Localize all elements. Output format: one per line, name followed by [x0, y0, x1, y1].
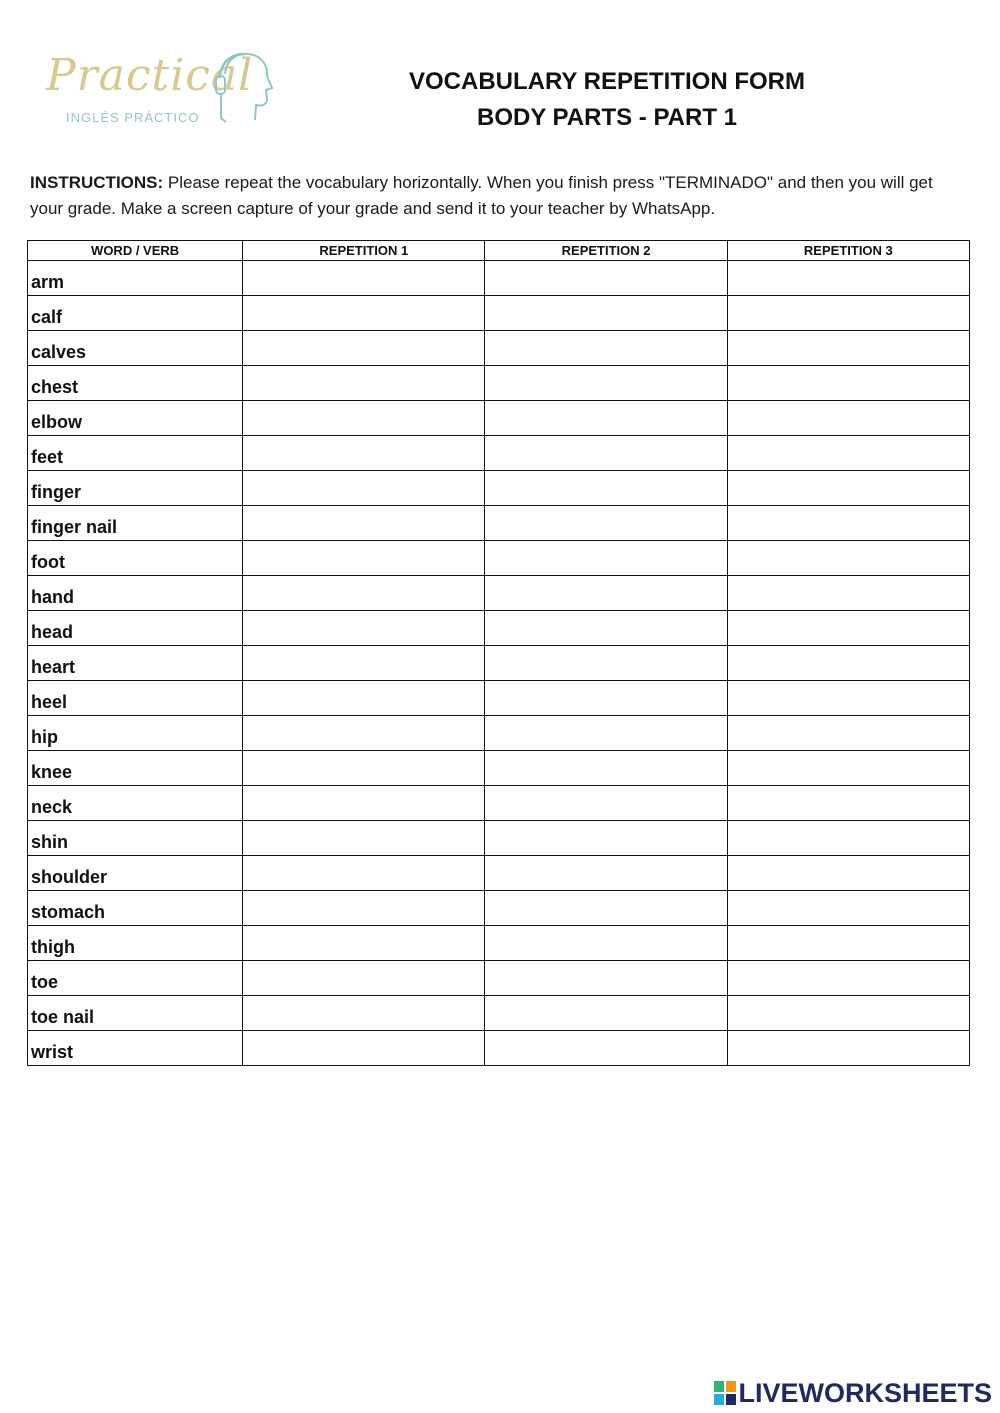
- repetition-1-cell[interactable]: [243, 856, 485, 891]
- repetition-2-cell[interactable]: [485, 261, 727, 296]
- repetition-3-cell[interactable]: [727, 471, 969, 506]
- instructions: [30, 170, 970, 222]
- repetition-1-cell[interactable]: [243, 401, 485, 436]
- header-repetition-3: REPETITION 3: [727, 241, 969, 261]
- word-cell: thigh: [28, 926, 243, 961]
- word-cell: hand: [28, 576, 243, 611]
- table-row: [28, 436, 970, 471]
- table-row: [28, 891, 970, 926]
- repetition-3-cell[interactable]: [727, 541, 969, 576]
- page-title: VOCABULARY REPETITION FORM: [408, 68, 805, 95]
- repetition-1-cell[interactable]: [243, 751, 485, 786]
- table-row: [28, 1031, 970, 1066]
- word-cell: feet: [28, 436, 243, 471]
- word-cell: stomach: [28, 891, 243, 926]
- repetition-3-cell[interactable]: [727, 506, 969, 541]
- repetition-3-cell[interactable]: [727, 821, 969, 856]
- repetition-1-cell[interactable]: [243, 541, 485, 576]
- repetition-3-cell[interactable]: [727, 681, 969, 716]
- repetition-3-cell[interactable]: [727, 611, 969, 646]
- brand-text: LIVEWORKSHEETS: [738, 1377, 992, 1408]
- liveworksheets-logo-icon: [714, 1381, 736, 1405]
- repetition-1-cell[interactable]: [243, 506, 485, 541]
- liveworksheets-brand: [714, 1379, 992, 1407]
- repetition-3-cell[interactable]: [727, 366, 969, 401]
- repetition-2-cell[interactable]: [485, 1031, 727, 1066]
- repetition-2-cell[interactable]: [485, 436, 727, 471]
- table-row: [28, 926, 970, 961]
- table-row: [28, 646, 970, 681]
- repetition-3-cell[interactable]: [727, 716, 969, 751]
- repetition-2-cell[interactable]: [485, 926, 727, 961]
- instructions-text: Please repeat the vocabulary horizontally. When you finish press "TERMINADO" and then you will get your grade. Make a screen capture of your grade and send it to your teacher by WhatsApp.: [30, 173, 933, 218]
- repetition-1-cell[interactable]: [243, 296, 485, 331]
- table-row: [28, 961, 970, 996]
- headphones-head-icon: [212, 48, 274, 128]
- repetition-1-cell[interactable]: [243, 1031, 485, 1066]
- word-cell: wrist: [28, 1031, 243, 1066]
- table-row: [28, 751, 970, 786]
- repetition-1-cell[interactable]: [243, 996, 485, 1031]
- repetition-2-cell[interactable]: [485, 506, 727, 541]
- repetition-2-cell[interactable]: [485, 961, 727, 996]
- repetition-1-cell[interactable]: [243, 786, 485, 821]
- logo-subtitle: INGLÉS PRÁCTICO: [66, 110, 200, 125]
- word-cell: knee: [28, 751, 243, 786]
- repetition-2-cell[interactable]: [485, 646, 727, 681]
- repetition-3-cell[interactable]: [727, 436, 969, 471]
- header-repetition-1: REPETITION 1: [243, 241, 485, 261]
- repetition-1-cell[interactable]: [243, 366, 485, 401]
- table-row: [28, 471, 970, 506]
- repetition-2-cell[interactable]: [485, 541, 727, 576]
- repetition-3-cell[interactable]: [727, 891, 969, 926]
- table-row: [28, 331, 970, 366]
- repetition-3-cell[interactable]: [727, 296, 969, 331]
- table-row: [28, 821, 970, 856]
- repetition-1-cell[interactable]: [243, 926, 485, 961]
- logo: [40, 44, 280, 136]
- repetition-1-cell[interactable]: [243, 681, 485, 716]
- word-cell: heart: [28, 646, 243, 681]
- word-cell: foot: [28, 541, 243, 576]
- table-row: [28, 541, 970, 576]
- repetition-2-cell[interactable]: [485, 786, 727, 821]
- repetition-2-cell[interactable]: [485, 891, 727, 926]
- repetition-3-cell[interactable]: [727, 996, 969, 1031]
- repetition-2-cell[interactable]: [485, 296, 727, 331]
- repetition-3-cell[interactable]: [727, 926, 969, 961]
- table-row: [28, 261, 970, 296]
- word-cell: finger: [28, 471, 243, 506]
- table-row: [28, 366, 970, 401]
- instructions-label: INSTRUCTIONS:: [30, 173, 164, 192]
- repetition-3-cell[interactable]: [727, 401, 969, 436]
- repetition-2-cell[interactable]: [485, 681, 727, 716]
- repetition-1-cell[interactable]: [243, 821, 485, 856]
- repetition-2-cell[interactable]: [485, 331, 727, 366]
- word-cell: calves: [28, 331, 243, 366]
- table-row: [28, 681, 970, 716]
- repetition-2-cell[interactable]: [485, 576, 727, 611]
- page-subtitle: BODY PARTS - PART 1: [476, 104, 738, 131]
- header-word-verb: WORD / VERB: [28, 241, 243, 261]
- repetition-2-cell[interactable]: [485, 996, 727, 1031]
- word-cell: chest: [28, 366, 243, 401]
- repetition-3-cell[interactable]: [727, 261, 969, 296]
- word-cell: arm: [28, 261, 243, 296]
- repetition-2-cell[interactable]: [485, 401, 727, 436]
- repetition-1-cell[interactable]: [243, 611, 485, 646]
- repetition-3-cell[interactable]: [727, 751, 969, 786]
- table-row: [28, 716, 970, 751]
- repetition-1-cell[interactable]: [243, 261, 485, 296]
- repetition-2-cell[interactable]: [485, 856, 727, 891]
- repetition-2-cell[interactable]: [485, 471, 727, 506]
- repetition-2-cell[interactable]: [485, 751, 727, 786]
- word-cell: head: [28, 611, 243, 646]
- table-row: [28, 611, 970, 646]
- table-row: [28, 856, 970, 891]
- repetition-1-cell[interactable]: [243, 331, 485, 366]
- table-row: [28, 506, 970, 541]
- repetition-1-cell[interactable]: [243, 961, 485, 996]
- table-row: [28, 576, 970, 611]
- repetition-1-cell[interactable]: [243, 716, 485, 751]
- repetition-2-cell[interactable]: [485, 716, 727, 751]
- repetition-1-cell[interactable]: [243, 646, 485, 681]
- repetition-2-cell[interactable]: [485, 611, 727, 646]
- repetition-3-cell[interactable]: [727, 331, 969, 366]
- repetition-3-cell[interactable]: [727, 1031, 969, 1066]
- header-repetition-2: REPETITION 2: [485, 241, 727, 261]
- logo-script-text: Practical: [46, 50, 254, 101]
- repetition-2-cell[interactable]: [485, 366, 727, 401]
- repetition-2-cell[interactable]: [485, 821, 727, 856]
- repetition-1-cell[interactable]: [243, 891, 485, 926]
- repetition-3-cell[interactable]: [727, 961, 969, 996]
- word-cell: shoulder: [28, 856, 243, 891]
- table-row: [28, 996, 970, 1031]
- repetition-3-cell[interactable]: [727, 786, 969, 821]
- repetition-1-cell[interactable]: [243, 471, 485, 506]
- word-cell: toe nail: [28, 996, 243, 1031]
- word-cell: calf: [28, 296, 243, 331]
- word-cell: elbow: [28, 401, 243, 436]
- table-row: [28, 296, 970, 331]
- table-row: [28, 401, 970, 436]
- table-row: [28, 786, 970, 821]
- vocabulary-table: [27, 240, 970, 1066]
- word-cell: finger nail: [28, 506, 243, 541]
- word-cell: heel: [28, 681, 243, 716]
- repetition-1-cell[interactable]: [243, 436, 485, 471]
- repetition-3-cell[interactable]: [727, 576, 969, 611]
- repetition-1-cell[interactable]: [243, 576, 485, 611]
- word-cell: toe: [28, 961, 243, 996]
- word-cell: hip: [28, 716, 243, 751]
- repetition-3-cell[interactable]: [727, 646, 969, 681]
- repetition-3-cell[interactable]: [727, 856, 969, 891]
- word-cell: shin: [28, 821, 243, 856]
- table-header-row: [28, 241, 970, 261]
- word-cell: neck: [28, 786, 243, 821]
